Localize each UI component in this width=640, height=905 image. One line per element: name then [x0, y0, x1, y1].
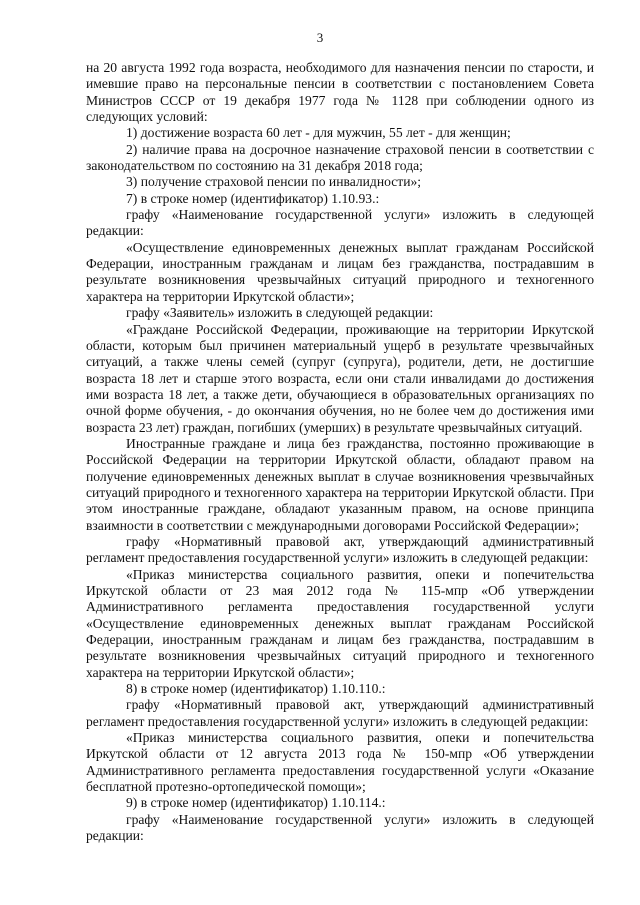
- paragraph: графу «Нормативный правовой акт, утверждающий административный регламент предоставления государственной услуги» изложить в следующей редакции:: [86, 697, 594, 729]
- paragraph: на 20 августа 1992 года возраста, необходимого для назначения пенсии по старости, и имевшие право на персональные пенсии в соответствии с постановлением Совета Министров СССР от 19 декабря 1977 года № 1128 при соблюдении одного из следующих условий:: [86, 60, 594, 125]
- paragraph: графу «Наименование государственной услуги» изложить в следующей редакции:: [86, 207, 594, 239]
- paragraph: 2) наличие права на досрочное назначение страховой пенсии в соответствии с законодательством по состоянию на 31 декабря 2018 года;: [86, 141, 594, 174]
- paragraph: «Граждане Российской Федерации, проживающие на территории Иркутской области, которым был причинен материальный ущерб в результате чрезвычайных ситуаций, а также члены семей (супруг (супруга), родители, дети, не достигшие возраста 18 лет и старше этого возраста, если они стали инвалидами до достижения ими возраста 18 лет, а также дети, обучающиеся в образовательных организациях по очной форме обучения, - до окончания обучения, но не более чем до достижения ими возраста 23 лет) граждан, погибших (умерших) в результате чрезвычайных ситуаций.: [86, 321, 594, 435]
- paragraph: «Осуществление единовременных денежных выплат гражданам Российской Федерации, иностранным гражданам и лицам без гражданства, пострадавшим в результате возникновения чрезвычайных ситуаций природного и техногенного характера на территории Иркутской области»;: [86, 239, 594, 304]
- paragraph: 7) в строке номер (идентификатор) 1.10.93.:: [126, 190, 380, 206]
- paragraph: графу «Нормативный правовой акт, утверждающий административный регламент предоставления государственной услуги» изложить в следующей редакции:: [86, 533, 594, 566]
- paragraph: 8) в строке номер (идентификатор) 1.10.110.:: [126, 681, 386, 697]
- paragraph: графу «Заявитель» изложить в следующей редакции:: [126, 305, 434, 321]
- page-number: 3: [316, 30, 324, 45]
- document-body: [86, 60, 594, 845]
- paragraph: «Приказ министерства социального развития, опеки и попечительства Иркутской области от 23 мая 2012 года № 115-мпр «Об утверждении Административного регламента предоставления государственной услуги «Осуществление единовременных денежных выплат гражданам Российской Федерации, иностранным гражданам и лицам без гражданства, пострадавшим в результате возникновения чрезвычайных ситуаций природного и техногенного характера на территории Иркутской области»;: [86, 566, 594, 680]
- paragraph: графу «Наименование государственной услуги» изложить в следующей редакции:: [86, 811, 594, 844]
- paragraph: «Приказ министерства социального развития, опеки и попечительства Иркутской области от 12 августа 2013 года № 150-мпр «Об утверждении Административного регламента предоставления государственной услуги «Оказание бесплатной протезно-ортопедической помощи»;: [86, 730, 594, 795]
- paragraph: 3) получение страховой пенсии по инвалидности»;: [126, 174, 422, 190]
- paragraph: 1) достижение возраста 60 лет - для мужчин, 55 лет - для женщин;: [126, 125, 511, 141]
- paragraph: 9) в строке номер (идентификатор) 1.10.114.:: [126, 795, 386, 811]
- paragraph: Иностранные граждане и лица без гражданства, постоянно проживающие в Российской Федерации на территории Иркутской области, обладают правом на получение единовременных денежных выплат в случае возникновения чрезвычайных ситуаций природного и техногенного характера на территории Иркутской области. При этом иностранные граждане, обладают указанным правом, на основе принципа взаимности в соответствии с международными договорами Российской Федерации»;: [86, 435, 594, 533]
